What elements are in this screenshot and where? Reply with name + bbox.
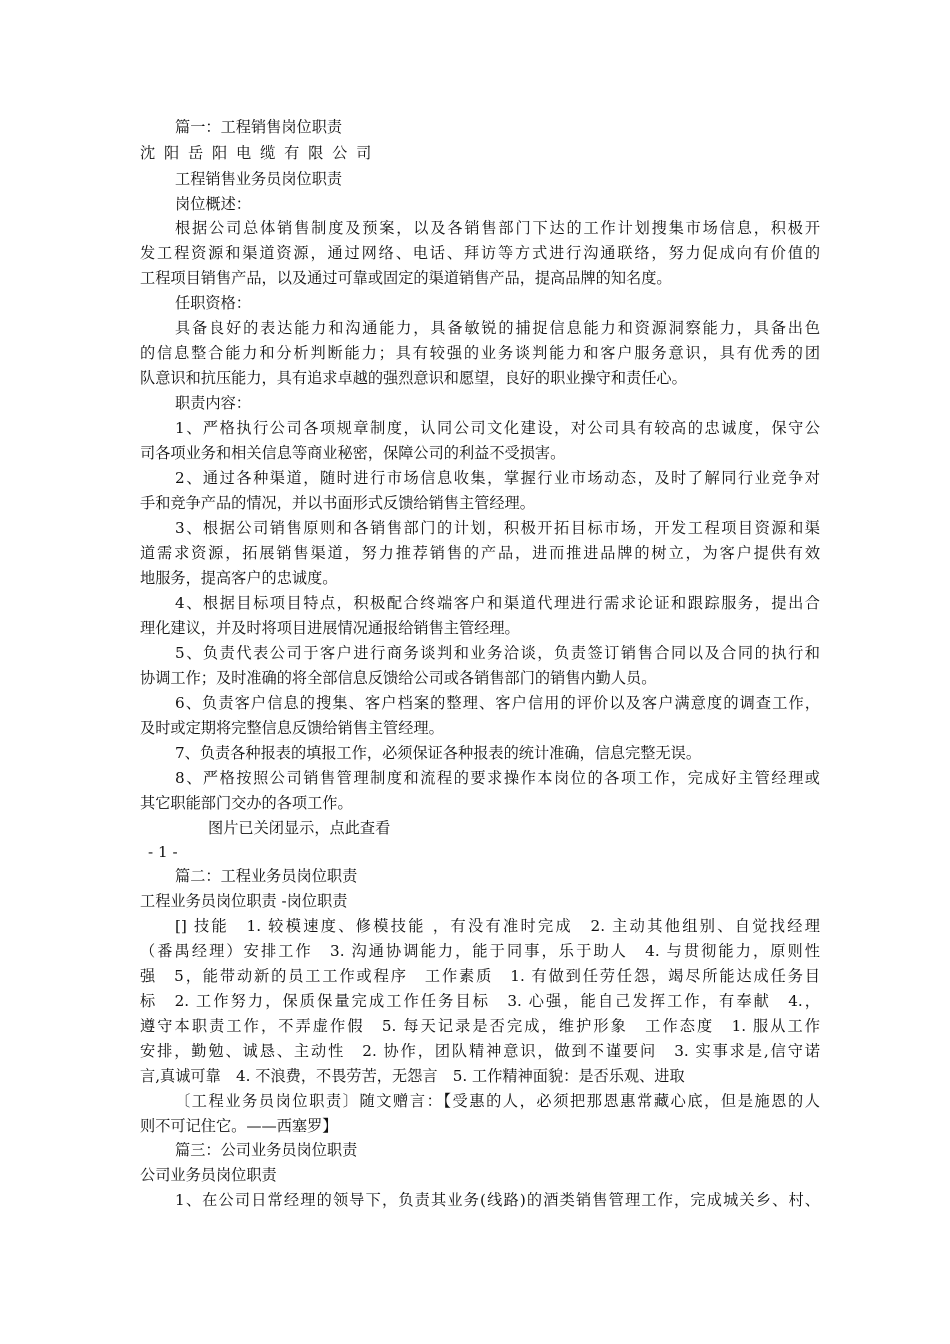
paragraph-line: 及时或定期将完整信息反馈给销售主管经理。 — [140, 719, 444, 737]
section-heading-3: 篇三：公司业务员岗位职责 — [175, 1141, 358, 1159]
paragraph-line: 手和竞争产品的情况，并以书面形式反馈给销售主管经理。 — [140, 494, 535, 512]
quote-line: 〔工程业务员岗位职责〕随文赠言：【受惠的人，必须把那恩惠常藏心底，但是施恩的人 — [175, 1092, 820, 1110]
paragraph-line: 3、根据公司销售原则和各销售部门的计划，积极开拓目标市场，开发工程项目资源和渠 — [175, 519, 820, 537]
paragraph-line: 具备良好的表达能力和沟通能力，具备敏锐的捕捉信息能力和资源洞察能力，具备出色 — [175, 319, 820, 337]
paragraph-line: 强 5，能带动新的员工工作或程序 工作素质 1. 有做到任劳任怨，竭尽所能达成任务目 — [140, 967, 820, 985]
paragraph-line: 地服务，提高客户的忠诚度。 — [140, 569, 338, 587]
subtitle: 公司业务员岗位职责 — [140, 1166, 277, 1184]
paragraph-line: 4、根据目标项目特点，积极配合终端客户和渠道代理进行需求论证和跟踪服务，提出合 — [175, 594, 820, 612]
paragraph-line: 工程项目销售产品，以及通过可靠或固定的渠道销售产品，提高品牌的知名度。 — [140, 269, 672, 287]
subtitle: 工程销售业务员岗位职责 — [175, 170, 343, 188]
page-number: - 1 - — [148, 843, 178, 861]
paragraph-line: 协调工作；及时准确的将全部信息反馈给公司或各销售部门的销售内勤人员。 — [140, 669, 657, 687]
paragraph-line: 理化建议，并及时将项目进展情况通报给销售主管经理。 — [140, 619, 520, 637]
paragraph-line: 遵守本职责工作，不弄虚作假 5. 每天记录是否完成，维护形象 工作态度 1. 服从工作 — [140, 1017, 820, 1035]
section-heading-2: 篇二：工程业务员岗位职责 — [175, 867, 358, 885]
paragraph-line: 队意识和抗压能力，具有追求卓越的强烈意识和愿望，良好的职业操守和责任心。 — [140, 369, 687, 387]
paragraph-line: 其它职能部门交办的各项工作。 — [140, 794, 353, 812]
paragraph-line: 5、负责代表公司于客户进行商务谈判和业务洽谈，负责签订销售合同以及合同的执行和 — [175, 644, 820, 662]
heading-overview: 岗位概述： — [175, 195, 251, 213]
paragraph-line: 的信息整合能力和分析判断能力；具有较强的业务谈判能力和客户服务意识，具有优秀的团 — [140, 344, 820, 362]
paragraph-line: 7、负责各种报表的填报工作，必须保证各种报表的统计准确，信息完整无误。 — [175, 744, 702, 762]
paragraph-line: 6、负责客户信息的搜集、客户档案的整理、客户信用的评价以及客户满意度的调查工作， — [175, 694, 820, 712]
paragraph-line: 1、严格执行公司各项规章制度，认同公司文化建设，对公司具有较高的忠诚度，保守公 — [175, 419, 820, 437]
paragraph-line: 道需求资源，拓展销售渠道，努力推荐销售的产品，进而推进品牌的树立，为客户提供有效 — [140, 544, 820, 562]
heading-duties: 职责内容： — [175, 394, 251, 412]
paragraph-line: 2、通过各种渠道，随时进行市场信息收集，掌握行业市场动态，及时了解同行业竞争对 — [175, 469, 820, 487]
heading-qualifications: 任职资格： — [175, 294, 251, 312]
quote-line: 则不可记住它。——西塞罗】 — [140, 1117, 338, 1135]
paragraph-line: [] 技能 1. 较模速度、修模技能 ，有没有准时完成 2. 主动其他组别、自觉找经理 — [175, 917, 820, 935]
paragraph-line: 标 2. 工作努力，保质保量完成工作任务目标 3. 心强，能自己发挥工作，有奉献 4.， — [140, 992, 820, 1010]
company-name: 沈 阳 岳 阳 电 缆 有 限 公 司 — [140, 144, 374, 162]
paragraph-line: 8、严格按照公司销售管理制度和流程的要求操作本岗位的各项工作，完成好主管经理或 — [175, 769, 820, 787]
section-heading-1: 篇一：工程销售岗位职责 — [175, 118, 343, 136]
paragraph-line: 安排，勤勉、诚恳、主动性 2. 协作，团队精神意识，做到不谨要问 3. 实事求是,信守诺 — [140, 1042, 820, 1060]
subtitle: 工程业务员岗位职责 -岗位职责 — [140, 892, 348, 910]
paragraph-line: 1、在公司日常经理的领导下，负责其业务(线路)的酒类销售管理工作，完成城关乡、村、 — [175, 1191, 820, 1209]
paragraph-line: 言,真诚可靠 4. 不浪费，不畏劳苦，无怨言 5. 工作精神面貌：是否乐观、进取 — [140, 1067, 685, 1085]
image-hidden-link[interactable]: 图片已关闭显示，点此查看 — [208, 819, 391, 837]
paragraph-line: 司各项业务和相关信息等商业秘密，保障公司的利益不受损害。 — [140, 444, 566, 462]
paragraph-line: 根据公司总体销售制度及预案，以及各销售部门下达的工作计划搜集市场信息，积极开 — [175, 219, 820, 237]
paragraph-line: （番禺经理）安排工作 3. 沟通协调能力，能于同事，乐于助人 4. 与贯彻能力，原则性 — [140, 942, 820, 960]
paragraph-line: 发工程资源和渠道资源，通过网络、电话、拜访等方式进行沟通联络，努力促成向有价值的 — [140, 244, 820, 262]
